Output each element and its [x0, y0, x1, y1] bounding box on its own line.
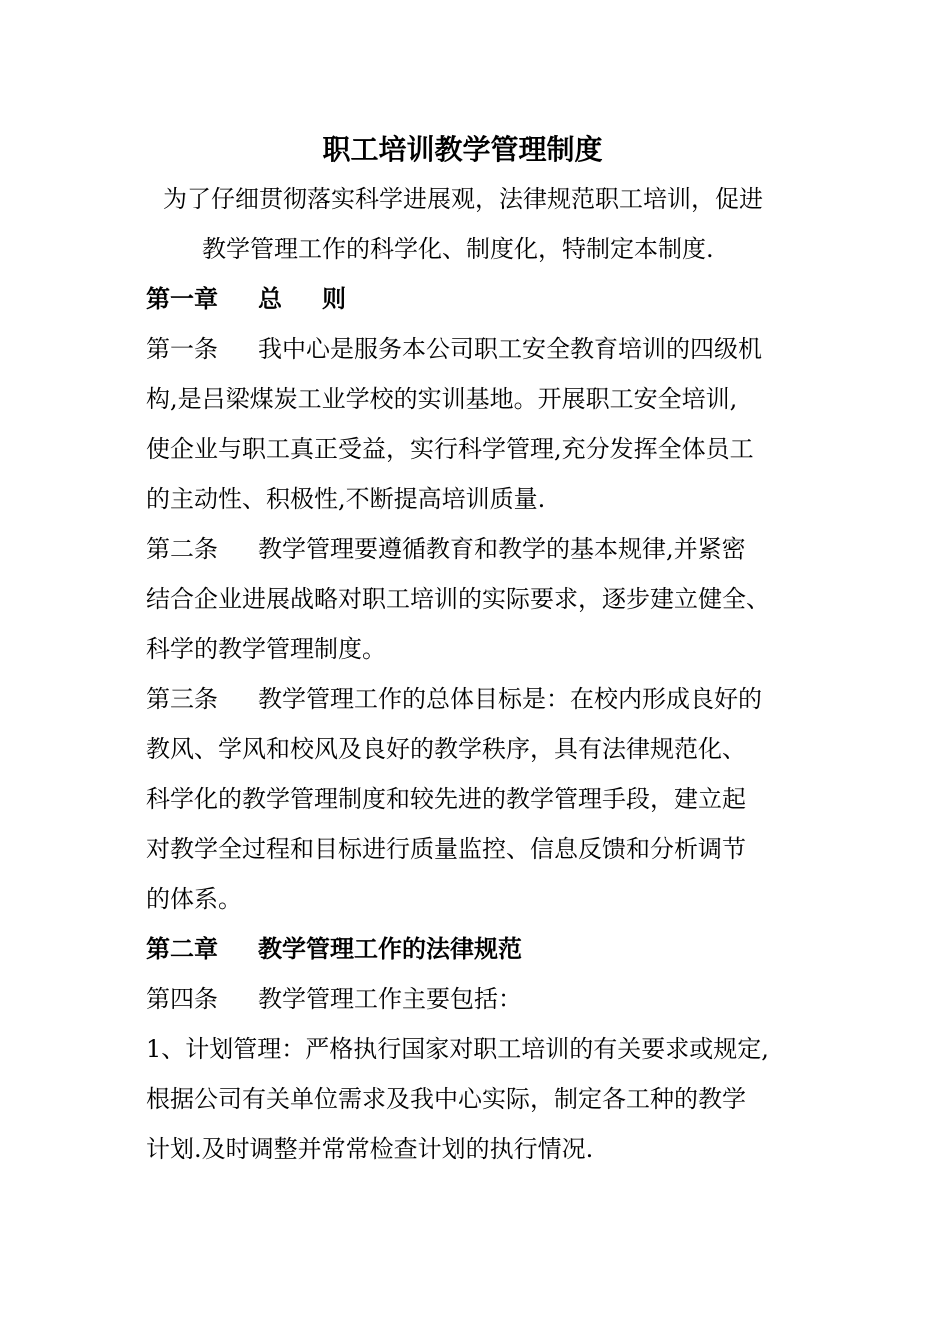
item-1-line-1: 1、计划管理：严格执行国家对职工培训的有关要求或规定, [146, 1035, 769, 1063]
article-4-label: 第四条 [146, 985, 218, 1013]
article-3-line-5: 的体系。 [146, 885, 242, 913]
item-1-line-3: 计划.及时调整并常常检查计划的执行情况. [146, 1135, 594, 1163]
article-3-line-3: 科学化的教学管理制度和较先进的教学管理手段，建立起 [146, 785, 746, 813]
article-1-line-4: 的主动性、积极性,不断提高培训质量. [146, 485, 546, 513]
article-2-line-2: 结合企业进展战略对职工培训的实际要求，逐步建立健全、 [146, 585, 770, 613]
article-2-line-3: 科学的教学管理制度。 [146, 635, 386, 663]
article-2-text: 教学管理要遵循教育和教学的基本规律,并紧密 [258, 535, 746, 563]
article-3-line-4: 对教学全过程和目标进行质量监控、信息反馈和分析调节 [146, 835, 746, 863]
article-3-line-2: 教风、学风和校风及良好的教学秩序，具有法律规范化、 [146, 735, 746, 763]
article-1-text: 我中心是服务本公司职工安全教育培训的四级机 [258, 335, 762, 363]
chapter-1-label: 第一章 [146, 285, 218, 313]
article-1-line-1 [146, 334, 762, 364]
article-1-line-2: 构,是吕梁煤炭工业学校的实训基地。开展职工安全培训, [146, 385, 738, 413]
chapter-1-name-part-2: 则 [322, 285, 346, 313]
chapter-2-heading [146, 934, 522, 964]
article-4-text: 教学管理工作主要包括： [258, 985, 522, 1013]
article-3-line-1 [146, 684, 762, 714]
intro-line-2: 教学管理工作的科学化、制度化，特制定本制度. [202, 235, 714, 263]
item-1-line-2: 根据公司有关单位需求及我中心实际，制定各工种的教学 [146, 1085, 746, 1113]
document-title: 职工培训教学管理制度 [322, 133, 603, 166]
article-3-text: 教学管理工作的总体目标是：在校内形成良好的 [258, 685, 762, 713]
chapter-2-name: 教学管理工作的法律规范 [258, 935, 522, 963]
article-2-label: 第二条 [146, 535, 218, 563]
intro-line-1: 为了仔细贯彻落实科学进展观，法律规范职工培训，促进 [163, 185, 763, 213]
article-3-label: 第三条 [146, 685, 218, 713]
chapter-2-label: 第二章 [146, 935, 218, 963]
article-1-label: 第一条 [146, 335, 218, 363]
article-4-line-1 [146, 984, 522, 1014]
chapter-1-heading [146, 284, 346, 314]
article-1-line-3: 使企业与职工真正受益，实行科学管理,充分发挥全体员工 [146, 435, 754, 463]
article-2-line-1 [146, 534, 746, 564]
chapter-1-name-part-1: 总 [258, 285, 282, 313]
